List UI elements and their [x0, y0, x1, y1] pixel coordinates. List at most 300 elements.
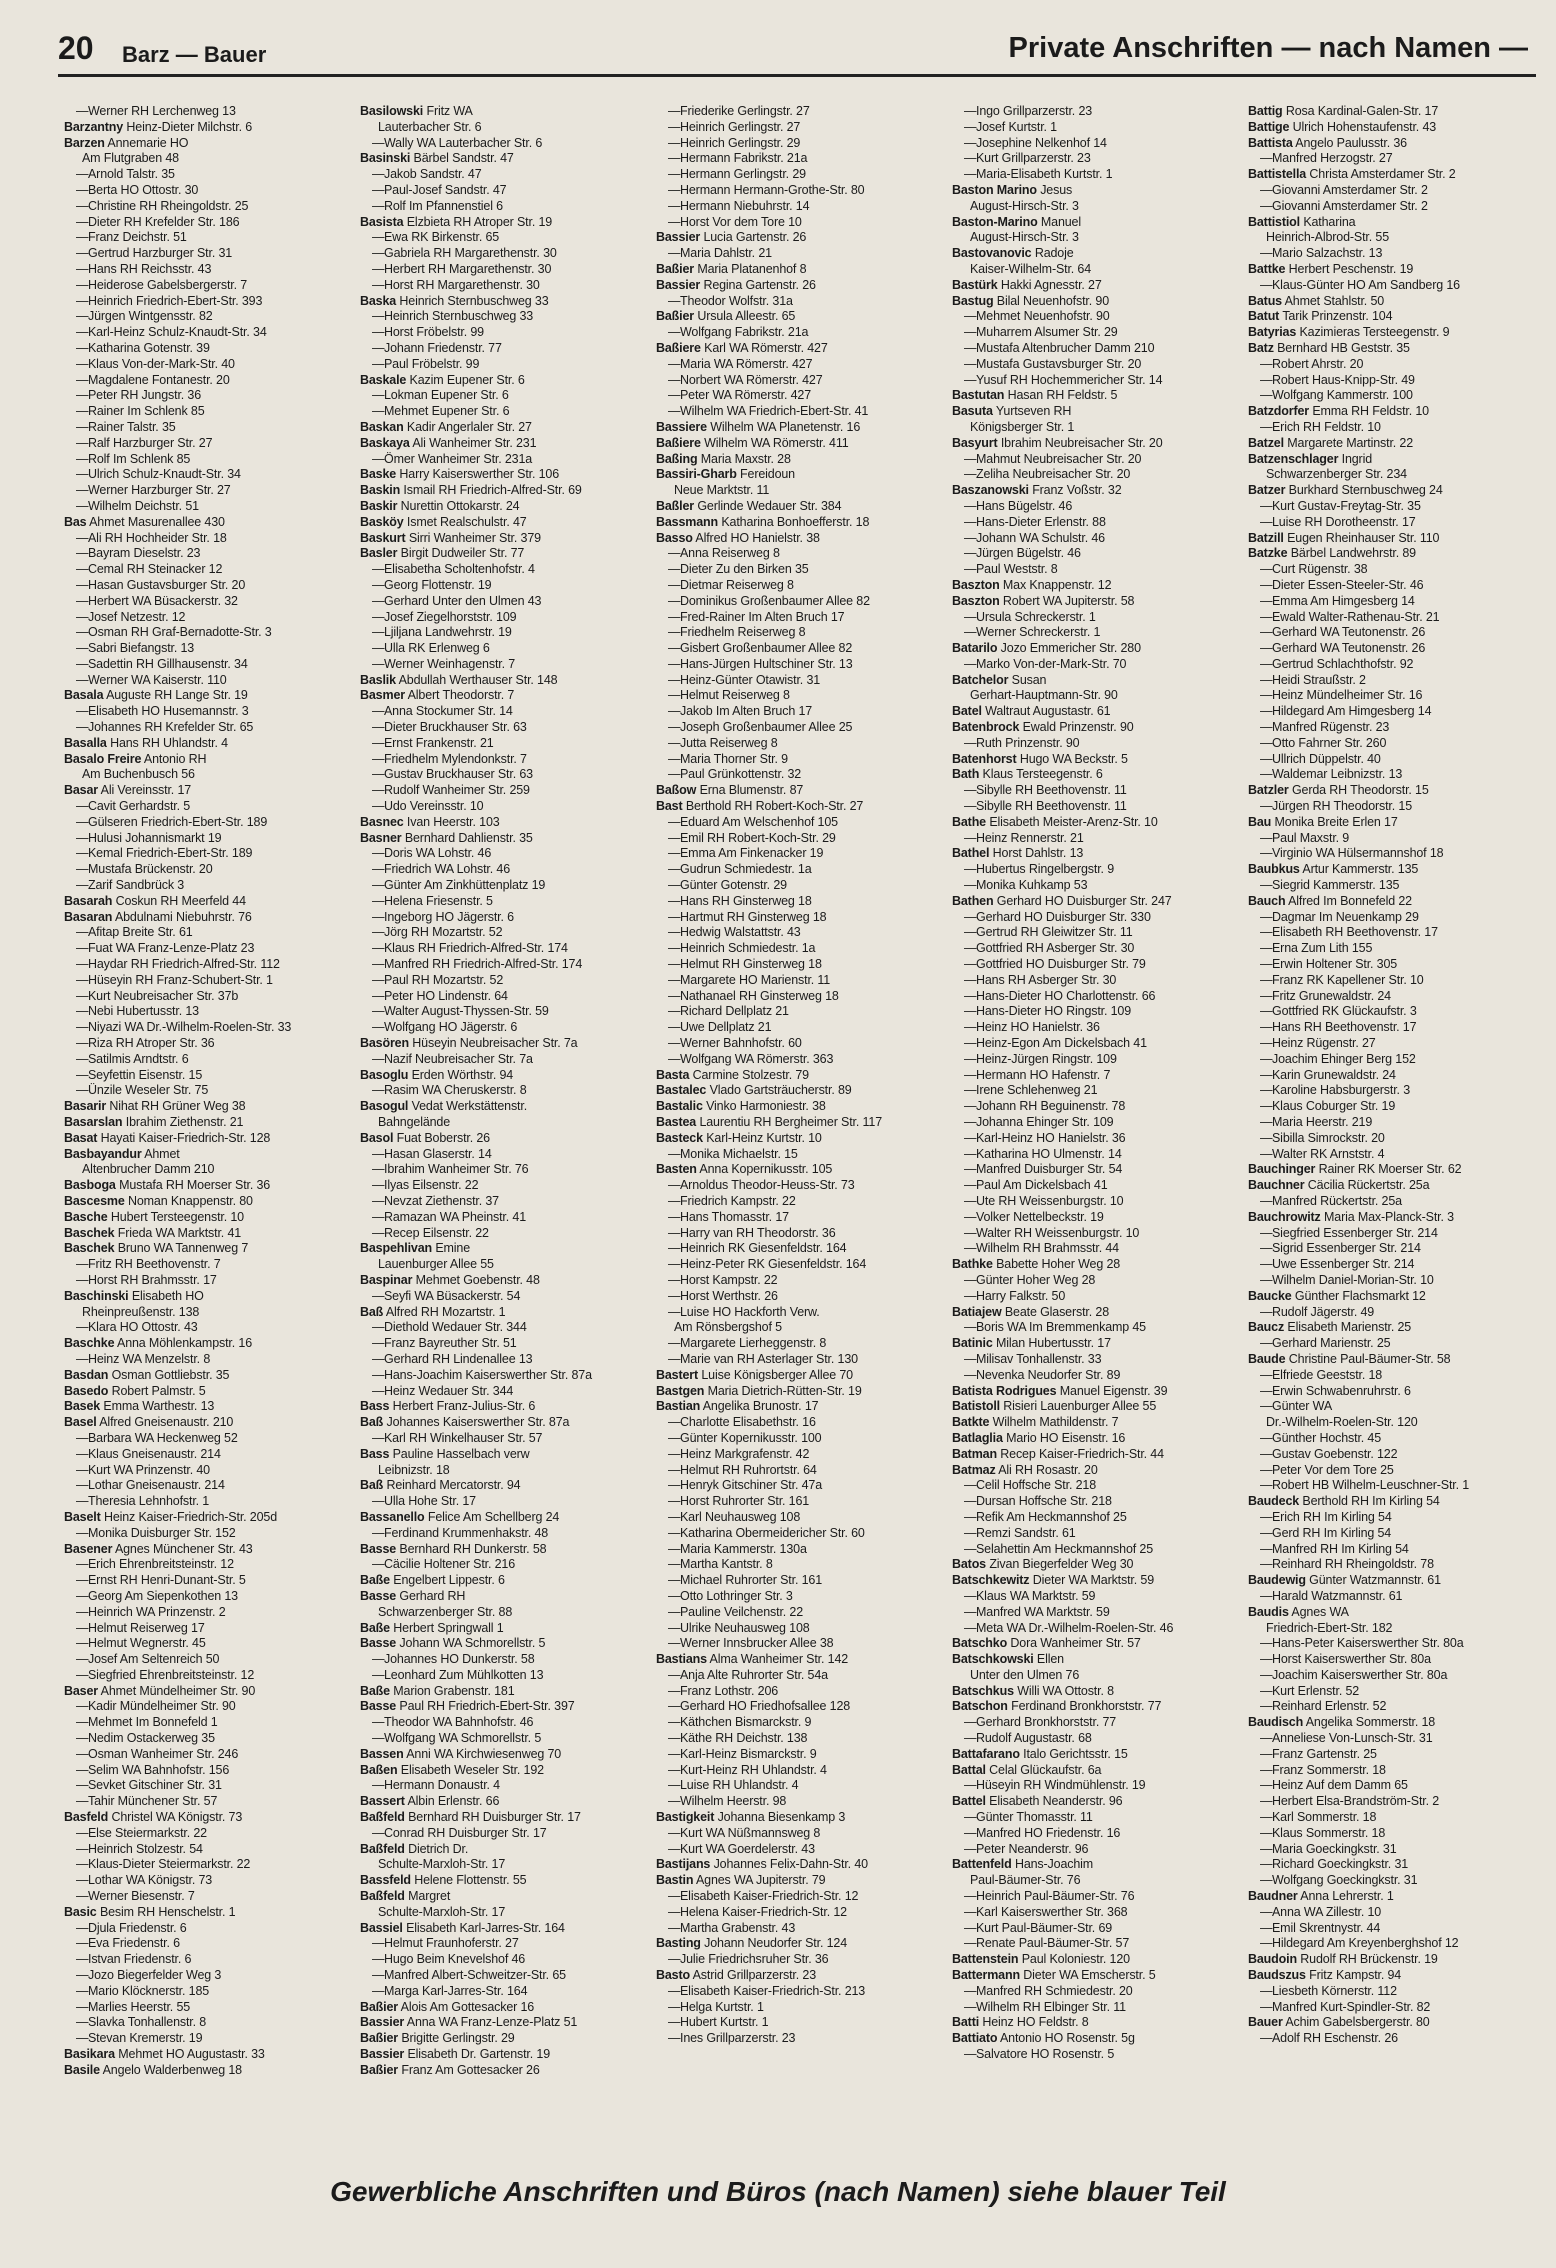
- entry-text: Heinz-Egon Am Dickelsbach 41: [976, 1036, 1147, 1051]
- entry-text: Peter Vor dem Tore 25: [1272, 1462, 1394, 1477]
- ditto-dash: —: [76, 419, 89, 434]
- entry-surname: Basbayandur: [64, 1146, 142, 1161]
- ditto-dash: —: [76, 1715, 89, 1730]
- directory-entry: [656, 910, 946, 926]
- directory-entry: [952, 2047, 1242, 2063]
- directory-column: [64, 104, 360, 2174]
- directory-entry: [952, 1921, 1242, 1937]
- entry-text: Elfriede Geeststr. 18: [1272, 1367, 1383, 1382]
- directory-entry: [656, 515, 946, 531]
- directory-entry: [952, 1020, 1242, 1036]
- entry-text: Günter WA: [1272, 1399, 1333, 1414]
- ditto-dash: —: [76, 1257, 89, 1272]
- entry-text: Elisabeth Karl-Jarres-Str. 164: [406, 1920, 565, 1935]
- entry-text: Ahmet: [144, 1146, 180, 1161]
- directory-entry: [360, 230, 650, 246]
- ditto-dash: —: [76, 246, 89, 261]
- directory-entry: [360, 941, 650, 957]
- directory-entry: [1248, 1684, 1538, 1700]
- directory-entry: [64, 1905, 354, 1921]
- ditto-dash: —: [1260, 498, 1273, 513]
- entry-text: Niyazi WA Dr.-Wilhelm-Roelen-Str. 33: [88, 1020, 292, 1035]
- directory-entry: [64, 878, 354, 894]
- entry-text: Sigrid Essenberger Str. 214: [1272, 1241, 1421, 1256]
- directory-entry: [64, 752, 354, 768]
- entry-surname: Baßiere: [656, 340, 701, 355]
- directory-entry: [1248, 1810, 1538, 1826]
- entry-text: Udo Vereinsstr. 10: [384, 799, 484, 814]
- directory-entry: [952, 1399, 1242, 1415]
- ditto-dash: —: [1260, 1999, 1273, 2014]
- directory-entry: [360, 1842, 650, 1858]
- entry-surname: Baskin: [360, 483, 401, 498]
- ditto-dash: —: [372, 404, 385, 419]
- entry-text: Wilhelm Heerstr. 98: [680, 1794, 787, 1809]
- directory-entry: [360, 594, 650, 610]
- entry-text: Johannes Kaiserswerther Str. 87a: [386, 1415, 570, 1430]
- entry-text: Sabri Biefangstr. 13: [88, 641, 195, 656]
- entry-text: Julie Friedrichsruher Str. 36: [680, 1952, 829, 1967]
- entry-surname: Batschko: [952, 1636, 1008, 1651]
- directory-entry: [952, 578, 1242, 594]
- entry-text: Otto Fahrner Str. 260: [1272, 735, 1387, 750]
- directory-entry: [64, 246, 354, 262]
- ditto-dash: —: [372, 1178, 385, 1193]
- entry-text: Helga Kurtstr. 1: [680, 1999, 764, 2014]
- entry-text: Paul Maxstr. 9: [1272, 830, 1350, 845]
- entry-text: Maria Max-Planck-Str. 3: [1324, 1209, 1454, 1224]
- entry-text: Hermann HO Hafenstr. 7: [976, 1067, 1111, 1082]
- directory-entry: [360, 894, 650, 910]
- footer-note: Gewerbliche Anschriften und Büros (nach Namen) siehe blauer Teil: [330, 2176, 1226, 2207]
- directory-entry: [1248, 610, 1538, 626]
- directory-entry: [1248, 2000, 1538, 2016]
- ditto-dash: —: [76, 609, 89, 624]
- entry-text: Anni WA Kirchwiesenweg 70: [406, 1746, 562, 1761]
- ditto-dash: —: [1260, 1336, 1273, 1351]
- entry-text: Heinrich Stolzestr. 54: [88, 1841, 203, 1856]
- ditto-dash: —: [1260, 182, 1273, 197]
- entry-text: Osman RH Graf-Bernadotte-Str. 3: [88, 625, 272, 640]
- ditto-dash: —: [372, 246, 385, 261]
- ditto-dash: —: [372, 1494, 385, 1509]
- ditto-dash: —: [1260, 609, 1273, 624]
- directory-entry: [952, 941, 1242, 957]
- entry-text: Angelika Sommerstr. 18: [1305, 1715, 1436, 1730]
- entry-text: Maria Thorner Str. 9: [680, 751, 788, 766]
- entry-text: Angelo Walderbenweg 18: [102, 2062, 242, 2077]
- entry-surname: Basikara: [64, 2047, 115, 2062]
- directory-entry: [656, 1557, 946, 1573]
- entry-text: Paul-Josef Sandstr. 47: [384, 182, 507, 197]
- entry-text: Jozo Emmericher Str. 280: [1000, 641, 1141, 656]
- entry-text: Salvatore HO Rosenstr. 5: [976, 2047, 1115, 2062]
- directory-entry: [1248, 1336, 1538, 1352]
- entry-text: Heinz Rennerstr. 21: [976, 830, 1084, 845]
- entry-text: Lauterbacher Str. 6: [378, 119, 482, 134]
- directory-entry: [360, 989, 650, 1005]
- directory-entry: [952, 1004, 1242, 1020]
- entry-text: Arnoldus Theodor-Heuss-Str. 73: [680, 1178, 855, 1193]
- entry-text: Emma Am Finkenacker 19: [680, 846, 824, 861]
- entry-text: Hüseyin RH Windmühlenstr. 19: [976, 1778, 1146, 1793]
- entry-text: Heinz HO Feldstr. 8: [982, 2015, 1089, 2030]
- directory-entry: [656, 404, 946, 420]
- directory-entry: [1248, 562, 1538, 578]
- directory-entry: [1248, 862, 1538, 878]
- entry-text: Josephine Nelkenhof 14: [976, 135, 1107, 150]
- entry-text: Hans RH Beethovenstr. 17: [1272, 1020, 1417, 1035]
- directory-entry: [952, 1194, 1242, 1210]
- ditto-dash: —: [1260, 1036, 1273, 1051]
- entry-text: Sadettin RH Gillhausenstr. 34: [88, 656, 248, 671]
- directory-column: [1248, 104, 1544, 2174]
- entry-surname: Bastin: [656, 1873, 694, 1888]
- directory-entry: [360, 1889, 650, 1905]
- directory-entry: [656, 151, 946, 167]
- ditto-dash: —: [1260, 846, 1273, 861]
- entry-text: Karl-Heinz Kurtstr. 10: [706, 1130, 822, 1145]
- entry-text: Hüseyin Neubreisacher Str. 7a: [412, 1036, 578, 1051]
- entry-surname: Baslik: [360, 672, 396, 687]
- directory-entry: [656, 136, 946, 152]
- entry-text: Uwe Essenberger Str. 214: [1272, 1257, 1415, 1272]
- entry-text: Wilhelm Mathildenstr. 7: [992, 1415, 1119, 1430]
- entry-text: Anna Kopernikusstr. 105: [699, 1162, 833, 1177]
- directory-entry: [64, 1131, 354, 1147]
- ditto-dash: —: [964, 625, 977, 640]
- entry-text: Osman Gottliebstr. 35: [111, 1367, 230, 1382]
- directory-entry: [656, 941, 946, 957]
- ditto-dash: —: [372, 1968, 385, 1983]
- ditto-dash: —: [1260, 925, 1273, 940]
- ditto-dash: —: [964, 1367, 977, 1382]
- entry-text: Astrid Grillparzerstr. 23: [692, 1968, 816, 1983]
- entry-text: Jesus: [1040, 182, 1073, 197]
- directory-entry: [64, 625, 354, 641]
- entry-text: Yusuf RH Hochemmericher Str. 14: [976, 372, 1163, 387]
- entry-text: Ferdinand Bronkhorststr. 77: [1011, 1699, 1162, 1714]
- entry-text: Gertrud Schlachthofstr. 92: [1272, 656, 1414, 671]
- entry-surname: Batzke: [1248, 546, 1288, 561]
- ditto-dash: —: [372, 1162, 385, 1177]
- ditto-dash: —: [964, 1620, 977, 1635]
- entry-text: Dora Wanheimer Str. 57: [1010, 1636, 1141, 1651]
- ditto-dash: —: [76, 325, 89, 340]
- entry-surname: Bastian: [656, 1399, 701, 1414]
- directory-entry: [656, 625, 946, 641]
- directory-entry: [656, 1857, 946, 1873]
- directory-entry: [360, 641, 650, 657]
- directory-entry: [360, 846, 650, 862]
- entry-surname: Baston-Marino: [952, 214, 1038, 229]
- entry-text: Liesbeth Körnerstr. 112: [1272, 1983, 1397, 1998]
- entry-text: Sibylle RH Beethovenstr. 11: [976, 783, 1127, 798]
- directory-entry: [656, 641, 946, 657]
- entry-surname: Batchelor: [952, 672, 1009, 687]
- entry-surname: Barzen: [64, 135, 105, 150]
- entry-surname: Battermann: [952, 1968, 1020, 1983]
- entry-text: Neue Marktstr. 11: [674, 483, 770, 498]
- ditto-dash: —: [1260, 1746, 1273, 1761]
- entry-surname: Baude: [1248, 1351, 1286, 1366]
- directory-entry: [64, 1384, 354, 1400]
- entry-text: Agnes WA: [1291, 1604, 1349, 1619]
- ditto-dash: —: [76, 1446, 89, 1461]
- directory-entry: [1248, 878, 1538, 894]
- directory-entry: [64, 404, 354, 420]
- ditto-dash: —: [668, 1557, 681, 1572]
- ditto-dash: —: [76, 1841, 89, 1856]
- entry-surname: Baschke: [64, 1336, 115, 1351]
- directory-entry: [952, 1621, 1242, 1637]
- entry-text: Irene Schlehenweg 21: [976, 1083, 1098, 1098]
- entry-text: Herbert Springwall 1: [393, 1620, 504, 1635]
- ditto-dash: —: [76, 388, 89, 403]
- ditto-dash: —: [668, 1731, 681, 1746]
- directory-entry: [1248, 388, 1538, 404]
- entry-text: Karin Grunewaldstr. 24: [1272, 1067, 1396, 1082]
- directory-entry: [360, 1573, 650, 1589]
- directory-entry: [360, 199, 650, 215]
- directory-entry: [952, 1510, 1242, 1526]
- entry-surname: Bastgen: [656, 1383, 705, 1398]
- ditto-dash: —: [1260, 941, 1273, 956]
- entry-text: Walter August-Thyssen-Str. 59: [384, 1004, 549, 1019]
- entry-text: Horst Ruhrorter Str. 161: [680, 1494, 810, 1509]
- directory-entry: [952, 1447, 1242, 1463]
- entry-surname: Basalla: [64, 735, 107, 750]
- directory-entry: [360, 1415, 650, 1431]
- directory-entry: [656, 815, 946, 831]
- directory-entry: [64, 1336, 354, 1352]
- directory-entry: [952, 1494, 1242, 1510]
- directory-entry: [64, 1226, 354, 1242]
- directory-entry: [64, 1368, 354, 1384]
- directory-entry: [1248, 783, 1538, 799]
- entry-text: Christine RH Rheingoldstr. 25: [88, 198, 249, 213]
- directory-entry: [1248, 1289, 1538, 1305]
- ditto-dash: —: [76, 1083, 89, 1098]
- entry-text: Walter RK Arnststr. 4: [1272, 1146, 1385, 1161]
- ditto-dash: —: [372, 862, 385, 877]
- entry-text: Uwe Dellplatz 21: [680, 1020, 772, 1035]
- entry-text: Engelbert Lippestr. 6: [393, 1573, 505, 1588]
- entry-surname: Bassier: [360, 2015, 405, 2030]
- entry-text: Siegfried Ehrenbreitsteinstr. 12: [88, 1667, 255, 1682]
- ditto-dash: —: [668, 1620, 681, 1635]
- directory-entry: [360, 562, 650, 578]
- entry-text: Klaus Coburger Str. 19: [1272, 1099, 1396, 1114]
- entry-text: Lauenburger Allee 55: [378, 1257, 494, 1272]
- directory-entry: [656, 1368, 946, 1384]
- entry-text: Anna WA Zillestr. 10: [1272, 1904, 1382, 1919]
- entry-text: Manfred WA Marktstr. 59: [976, 1604, 1110, 1619]
- entry-text: Gertrud RH Gleiwitzer Str. 11: [976, 925, 1133, 940]
- ditto-dash: —: [964, 530, 977, 545]
- directory-entry: [952, 167, 1242, 183]
- directory-entry: [656, 1162, 946, 1178]
- directory-entry: [952, 862, 1242, 878]
- directory-entry: [360, 357, 650, 373]
- entry-text: Karl-Heinz HO Hanielstr. 36: [976, 1130, 1126, 1145]
- directory-entry: [64, 325, 354, 341]
- ditto-dash: —: [1260, 1873, 1273, 1888]
- entry-text: Karl Neuhausweg 108: [680, 1509, 801, 1524]
- directory-entry: [952, 1747, 1242, 1763]
- entry-text: Alfred RH Mozartstr. 1: [385, 1304, 506, 1319]
- entry-text: Am Flutgraben 48: [82, 151, 179, 166]
- entry-text: Recep Kaiser-Friedrich-Str. 44: [1000, 1446, 1164, 1461]
- directory-entry: [1248, 1115, 1538, 1131]
- entry-text: Babette Hoher Weg 28: [996, 1257, 1121, 1272]
- entry-text: Elisabeth Meister-Arenz-Str. 10: [989, 814, 1158, 829]
- directory-entry: [952, 452, 1242, 468]
- entry-surname: Bast: [656, 799, 683, 814]
- entry-text: Celal Glückaufstr. 6a: [989, 1762, 1102, 1777]
- directory-entry: [952, 388, 1242, 404]
- ditto-dash: —: [964, 1999, 977, 2014]
- entry-text: Kaiser-Wilhelm-Str. 64: [970, 261, 1092, 276]
- directory-entry: [360, 1557, 650, 1573]
- entry-text: Walter RH Weissenburgstr. 10: [976, 1225, 1140, 1240]
- directory-entry: [64, 720, 354, 736]
- entry-surname: Battig: [1248, 104, 1283, 118]
- entry-text: Emil Skrentnystr. 44: [1272, 1920, 1381, 1935]
- entry-text: Martha Grabenstr. 43: [680, 1920, 796, 1935]
- ditto-dash: —: [964, 1494, 977, 1509]
- ditto-dash: —: [76, 1004, 89, 1019]
- entry-text: Karoline Habsburgerstr. 3: [1272, 1083, 1410, 1098]
- entry-text: Hüseyin RH Franz-Schubert-Str. 1: [88, 972, 273, 987]
- directory-entry: [952, 894, 1242, 910]
- directory-entry: [64, 2047, 354, 2063]
- directory-entry: [360, 404, 650, 420]
- directory-entry: [1248, 309, 1538, 325]
- entry-text: Marlies Heerstr. 55: [88, 1999, 191, 2014]
- entry-text: Gottfried RH Asberger Str. 30: [976, 941, 1135, 956]
- entry-surname: Basol: [360, 1130, 394, 1145]
- ditto-dash: —: [372, 182, 385, 197]
- entry-text: Ingeborg HO Jägerstr. 6: [384, 909, 514, 924]
- directory-entry: [360, 1510, 650, 1526]
- entry-text: Theodor WA Bahnhofstr. 46: [384, 1715, 534, 1730]
- ditto-dash: —: [964, 1130, 977, 1145]
- directory-entry: [1248, 989, 1538, 1005]
- directory-entry: [64, 925, 354, 941]
- ditto-dash: —: [76, 483, 89, 498]
- ditto-dash: —: [372, 1367, 385, 1382]
- directory-entry: [1248, 1557, 1538, 1573]
- ditto-dash: —: [1260, 688, 1273, 703]
- ditto-dash: —: [668, 1778, 681, 1793]
- directory-entry: [1248, 1052, 1538, 1068]
- directory-entry: [360, 1384, 650, 1400]
- directory-entry: [64, 1984, 354, 2000]
- ditto-dash: —: [1260, 1810, 1273, 1825]
- entry-surname: Batschkus: [952, 1683, 1014, 1698]
- entry-text: Ahmet Stahlstr. 50: [1284, 293, 1385, 308]
- ditto-dash: —: [668, 1604, 681, 1619]
- entry-text: Herbert RH Margarethenstr. 30: [384, 261, 552, 276]
- entry-text: Bärbel Sandstr. 47: [413, 151, 514, 166]
- directory-entry: [360, 1684, 650, 1700]
- ditto-dash: —: [1260, 1762, 1273, 1777]
- entry-text: Ivan Heerstr. 103: [406, 814, 500, 829]
- ditto-dash: —: [1260, 878, 1273, 893]
- directory-entry: [952, 1984, 1242, 2000]
- directory-entry: [64, 420, 354, 436]
- directory-entry: [360, 1542, 650, 1558]
- directory-entry: [952, 610, 1242, 626]
- ditto-dash: —: [1260, 1857, 1273, 1872]
- directory-entry: [656, 831, 946, 847]
- directory-entry: [952, 309, 1242, 325]
- directory-entry: [952, 1336, 1242, 1352]
- entry-text: Christel WA Königstr. 73: [111, 1810, 243, 1825]
- directory-entry: [64, 151, 354, 167]
- ditto-dash: —: [668, 704, 681, 719]
- directory-entry: [952, 1052, 1242, 1068]
- directory-entry: [360, 515, 650, 531]
- entry-text: Günther Flachsmarkt 12: [1294, 1288, 1426, 1303]
- directory-entry: [360, 1589, 650, 1605]
- ditto-dash: —: [668, 814, 681, 829]
- directory-entry: [1248, 1526, 1538, 1542]
- ditto-dash: —: [668, 577, 681, 592]
- entry-text: Ismail RH Friedrich-Alfred-Str. 69: [403, 483, 582, 498]
- directory-entry: [360, 1494, 650, 1510]
- directory-entry: [952, 688, 1242, 704]
- entry-text: Franz Gartenstr. 25: [1272, 1746, 1377, 1761]
- ditto-dash: —: [1260, 1067, 1273, 1082]
- entry-text: Hans Bügelstr. 46: [976, 498, 1073, 513]
- entry-text: Hugo Beim Knevelshof 46: [384, 1952, 526, 1967]
- directory-entry: [1248, 767, 1538, 783]
- entry-text: Hans RH Reichsstr. 43: [88, 261, 212, 276]
- entry-text: Erich RH Feldstr. 10: [1272, 419, 1381, 434]
- entry-surname: Baß: [360, 1478, 384, 1493]
- entry-surname: Basinski: [360, 151, 411, 166]
- directory-entry: [64, 483, 354, 499]
- entry-surname: Basar: [64, 783, 98, 798]
- ditto-dash: —: [1260, 1936, 1273, 1951]
- entry-text: Ruth Prinzenstr. 90: [976, 735, 1080, 750]
- ditto-dash: —: [964, 1099, 977, 1114]
- entry-surname: Battiato: [952, 2031, 998, 2046]
- ditto-dash: —: [668, 1430, 681, 1445]
- entry-text: Dagmar Im Neuenkamp 29: [1272, 909, 1419, 924]
- directory-entry: [1248, 1589, 1538, 1605]
- directory-entry: [656, 1478, 946, 1494]
- directory-entry: [1248, 578, 1538, 594]
- entry-surname: Baston Marino: [952, 182, 1037, 197]
- entry-text: Elisabeth HO Husemannstr. 3: [88, 704, 249, 719]
- ditto-dash: —: [964, 1067, 977, 1082]
- entry-text: Karl RH Winkelhauser Str. 57: [384, 1430, 543, 1445]
- ditto-dash: —: [668, 1920, 681, 1935]
- directory-entry: [952, 1415, 1242, 1431]
- directory-entry: [1248, 499, 1538, 515]
- entry-text: Ernst Frankenstr. 21: [384, 735, 494, 750]
- entry-surname: Bass: [360, 1446, 390, 1461]
- entry-text: Ömer Wanheimer Str. 231a: [384, 451, 533, 466]
- ditto-dash: —: [76, 372, 89, 387]
- entry-text: Eva Friedenstr. 6: [88, 1936, 180, 1951]
- entry-text: Wilhelm RH Brahmsstr. 44: [976, 1241, 1119, 1256]
- ditto-dash: —: [76, 593, 89, 608]
- directory-entry: [64, 1036, 354, 1052]
